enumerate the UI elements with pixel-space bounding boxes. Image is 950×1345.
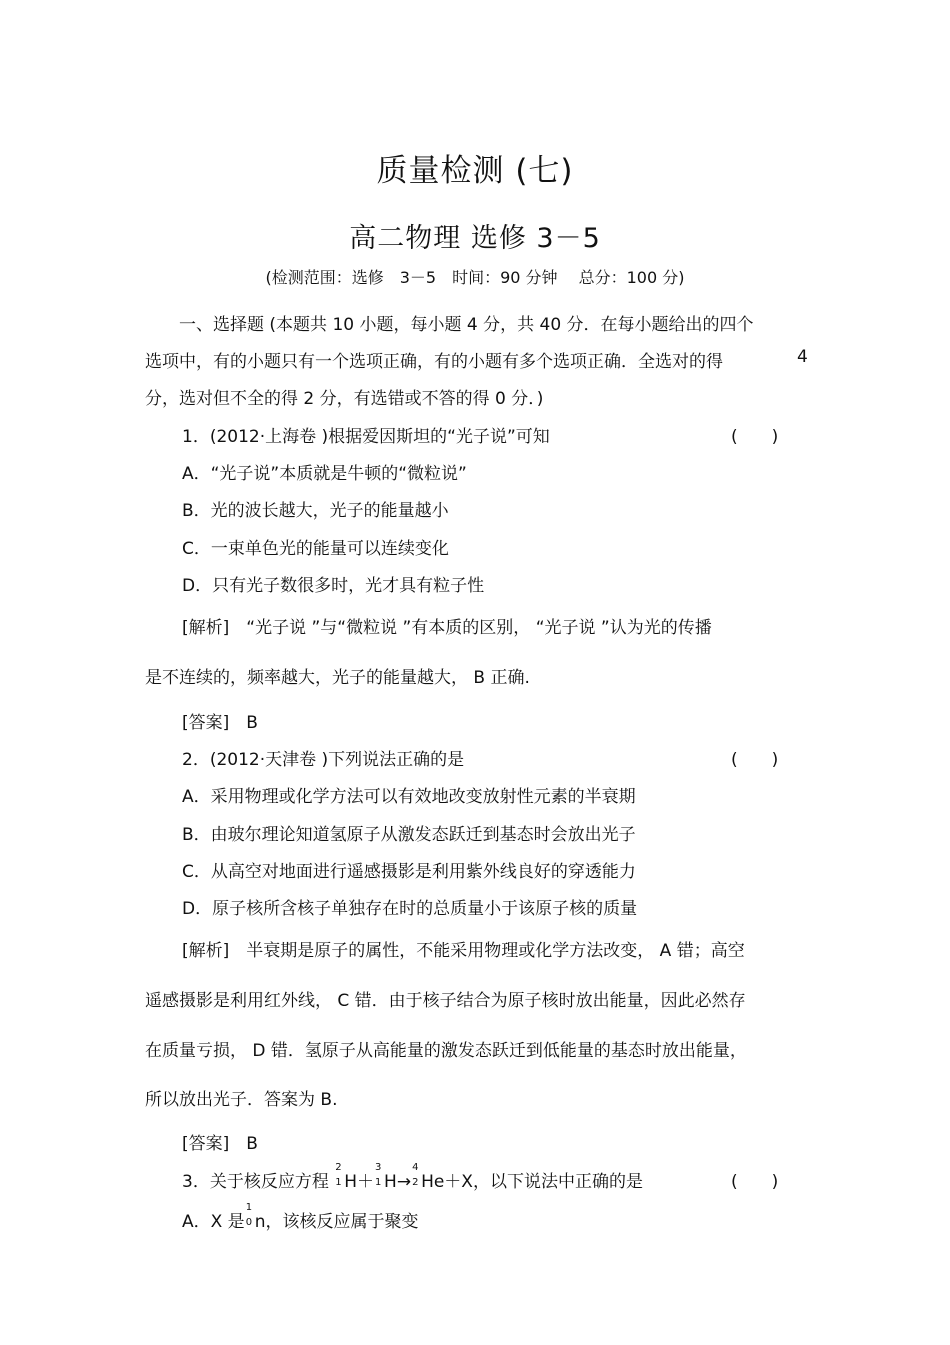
q1-option-a: A．“光子说”本质就是牛顿的“微粒说” bbox=[182, 464, 467, 484]
q2-option-b: B．由玻尔理论知道氢原子从激发态跃迁到基态时会放出光子 bbox=[182, 825, 636, 845]
q2-analysis-line4: 所以放出光子．答案为 B. bbox=[145, 1090, 338, 1110]
q1-option-c: C．一束单色光的能量可以连续变化 bbox=[182, 539, 449, 559]
q3-option-a-text: n，该核反应属于聚变 bbox=[254, 1212, 419, 1232]
q2-analysis-line1: [解析] 半衰期是原子的属性，不能采用物理或化学方法改变， A 错；高空 bbox=[182, 941, 745, 961]
nuclide-neutron: 1 0 bbox=[245, 1202, 253, 1228]
q3-answer-bracket: ( ) bbox=[731, 1172, 779, 1192]
q3-stem bbox=[182, 1162, 643, 1192]
section-instructions-line1: 一、选择题 (本题共 10 小题，每小题 4 分，共 40 分．在每小题给出的四个 bbox=[179, 315, 754, 335]
q1-option-b: B．光的波长越大，光子的能量越小 bbox=[182, 501, 449, 521]
q2-answer-bracket: ( ) bbox=[731, 750, 779, 770]
nuclide-deuterium-symbol: H＋ bbox=[344, 1172, 375, 1192]
q2-option-c: C．从高空对地面进行遥感摄影是利用紫外线良好的穿透能力 bbox=[182, 862, 636, 882]
q2-stem: 2．(2012·天津卷 )下列说法正确的是 bbox=[182, 750, 465, 770]
section-instructions-score: 4 bbox=[797, 347, 808, 367]
q3-option-a-prefix: A．X 是 bbox=[182, 1212, 245, 1232]
nuclide-tritium: 3 1 bbox=[375, 1162, 382, 1188]
nuclide-helium: 4 2 bbox=[412, 1162, 419, 1188]
q1-option-d: D．只有光子数很多时，光才具有粒子性 bbox=[182, 576, 485, 596]
q3-option-a bbox=[182, 1202, 419, 1232]
q1-answer-bracket: ( ) bbox=[731, 427, 779, 447]
section-instructions-line3: 分，选对但不全的得 2 分，有选错或不答的得 0 分．) bbox=[145, 389, 544, 409]
exam-scope: (检测范围：选修 3－5 时间：90 分钟 总分：100 分) bbox=[265, 268, 685, 287]
document-subtitle: 高二物理 选修 3－5 bbox=[349, 223, 601, 254]
q1-analysis-line1: [解析] “光子说 ”与“微粒说 ”有本质的区别， “光子说 ”认为光的传播 bbox=[182, 618, 712, 638]
q2-option-a: A．采用物理或化学方法可以有效地改变放射性元素的半衰期 bbox=[182, 787, 636, 807]
q2-answer: [答案] B bbox=[182, 1134, 258, 1154]
q1-analysis-line2: 是不连续的，频率越大，光子的能量越大， B 正确. bbox=[145, 668, 530, 688]
document-title: 质量检测 (七) bbox=[376, 153, 574, 189]
section-instructions-line2: 选项中，有的小题只有一个选项正确，有的小题有多个选项正确．全选对的得 bbox=[145, 352, 723, 372]
nuclide-tritium-symbol: H→ bbox=[384, 1172, 412, 1192]
q1-answer: [答案] B bbox=[182, 713, 258, 733]
q1-stem: 1．(2012·上海卷 )根据爱因斯坦的“光子说”可知 bbox=[182, 427, 550, 447]
q3-stem-suffix: He＋X，以下说法中正确的是 bbox=[421, 1172, 643, 1192]
q3-stem-prefix: 3．关于核反应方程 bbox=[182, 1172, 335, 1192]
q2-option-d: D．原子核所含核子单独存在时的总质量小于该原子核的质量 bbox=[182, 899, 638, 919]
q2-analysis-line3: 在质量亏损， D 错．氢原子从高能量的激发态跃迁到低能量的基态时放出能量， bbox=[145, 1041, 747, 1061]
q2-analysis-line2: 遥感摄影是利用红外线， C 错．由于核子结合为原子核时放出能量，因此必然存 bbox=[145, 991, 746, 1011]
nuclide-deuterium: 2 1 bbox=[335, 1162, 342, 1188]
